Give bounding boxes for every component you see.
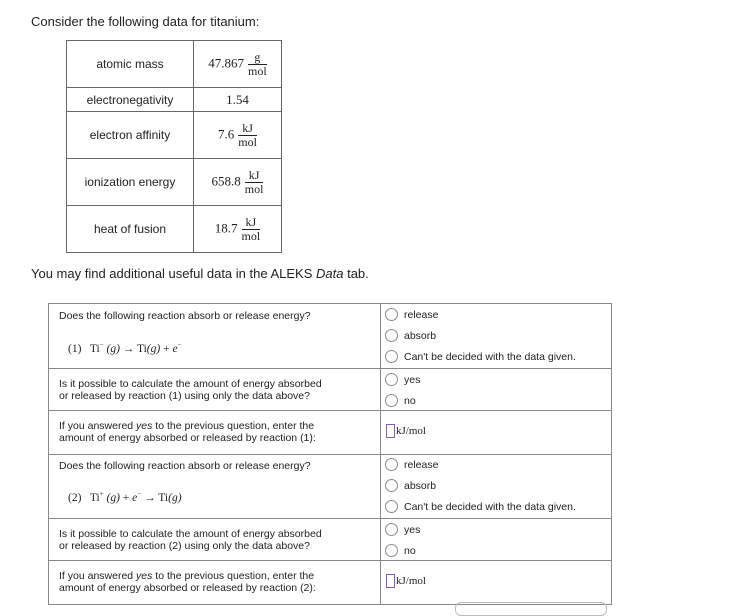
option-cannot-decide[interactable]: Can't be decided with the data given.: [385, 500, 576, 513]
question-panel: [48, 303, 612, 605]
question-text: If you answered yes to the previous question, enter the amount of energy absorbed or released by reaction (1):: [59, 420, 316, 444]
value-number: 18.7: [214, 219, 238, 235]
property-value: [194, 112, 282, 159]
table-row: [67, 88, 282, 112]
radio-button[interactable]: [385, 458, 398, 471]
radio-button[interactable]: [385, 329, 398, 342]
question-text: Does the following reaction absorb or release energy?: [59, 310, 311, 322]
option-no[interactable]: no: [385, 394, 416, 407]
question-row-6: [49, 560, 611, 604]
property-label: heat of fusion: [67, 206, 194, 253]
radio-button[interactable]: [385, 523, 398, 536]
option-yes[interactable]: yes: [385, 523, 420, 536]
option-yes[interactable]: yes: [385, 373, 420, 386]
question-row-1: [49, 304, 611, 369]
value-number: 7.6: [218, 125, 235, 141]
question-text: Is it possible to calculate the amount of energy absorbed or released by reaction (1) using only the data above?: [59, 378, 322, 402]
titanium-data-table: [66, 40, 282, 253]
unit-denominator: mol: [241, 228, 261, 243]
value-number: 47.867: [208, 54, 245, 70]
unit-denominator: mol: [244, 181, 264, 196]
option-no[interactable]: no: [385, 544, 416, 557]
radio-button[interactable]: [385, 373, 398, 386]
radio-button[interactable]: [385, 394, 398, 407]
unit-label: kJ/mol: [396, 425, 426, 437]
note-text: You may find additional useful data in the ALEKS: [31, 266, 316, 281]
unit-fraction: [238, 122, 257, 149]
radio-button[interactable]: [385, 544, 398, 557]
energy-answer-1[interactable]: [386, 424, 426, 438]
table-row: [67, 159, 282, 206]
energy-answer-2[interactable]: [386, 574, 426, 588]
property-label: electron affinity: [67, 112, 194, 159]
radio-button[interactable]: [385, 500, 398, 513]
unit-denominator: mol: [248, 63, 267, 78]
question-row-5: [49, 518, 611, 561]
bottom-tab-edge: [455, 602, 607, 616]
question-row-3: [49, 410, 611, 455]
reaction-2: (2) Ti+ (g) + e− → Ti(g): [68, 490, 182, 504]
question-row-4: [49, 454, 611, 519]
property-label: electronegativity: [67, 88, 194, 112]
additional-data-note: [31, 266, 369, 281]
property-value: [194, 206, 282, 253]
question-text: If you answered yes to the previous question, enter the amount of energy absorbed or released by reaction (2):: [59, 570, 316, 594]
reaction-1: (1) Ti− (g) → Ti(g) + e−: [68, 341, 182, 355]
data-tab-link-text: Data: [316, 266, 344, 281]
radio-button[interactable]: [385, 350, 398, 363]
question-text: Is it possible to calculate the amount of energy absorbed or released by reaction (2) using only the data above?: [59, 528, 322, 552]
unit-numerator: g: [248, 51, 267, 65]
property-value: 1.54: [194, 88, 282, 112]
question-row-2: [49, 368, 611, 411]
property-label: ionization energy: [67, 159, 194, 206]
option-release[interactable]: release: [385, 458, 438, 471]
option-absorb[interactable]: absorb: [385, 479, 436, 492]
answer-input[interactable]: [386, 574, 395, 588]
unit-numerator: kJ: [242, 216, 261, 230]
unit-label: kJ/mol: [396, 575, 426, 587]
value-number: 658.8: [211, 172, 241, 188]
property-value: [194, 159, 282, 206]
unit-numerator: kJ: [245, 169, 264, 183]
intro-text: Consider the following data for titanium:: [31, 14, 260, 29]
table-row: [67, 206, 282, 253]
unit-fraction: [248, 51, 267, 78]
question-text: Does the following reaction absorb or release energy?: [59, 460, 311, 472]
option-cannot-decide[interactable]: Can't be decided with the data given.: [385, 350, 576, 363]
table-row: [67, 41, 282, 88]
table-row: [67, 112, 282, 159]
note-text-end: tab.: [343, 266, 369, 281]
radio-button[interactable]: [385, 479, 398, 492]
unit-fraction: [242, 216, 261, 243]
option-release[interactable]: release: [385, 308, 438, 321]
option-absorb[interactable]: absorb: [385, 329, 436, 342]
property-label: atomic mass: [67, 41, 194, 88]
unit-denominator: mol: [238, 134, 257, 149]
unit-fraction: [245, 169, 264, 196]
unit-numerator: kJ: [238, 122, 257, 136]
property-value: [194, 41, 282, 88]
answer-input[interactable]: [386, 424, 395, 438]
radio-button[interactable]: [385, 308, 398, 321]
